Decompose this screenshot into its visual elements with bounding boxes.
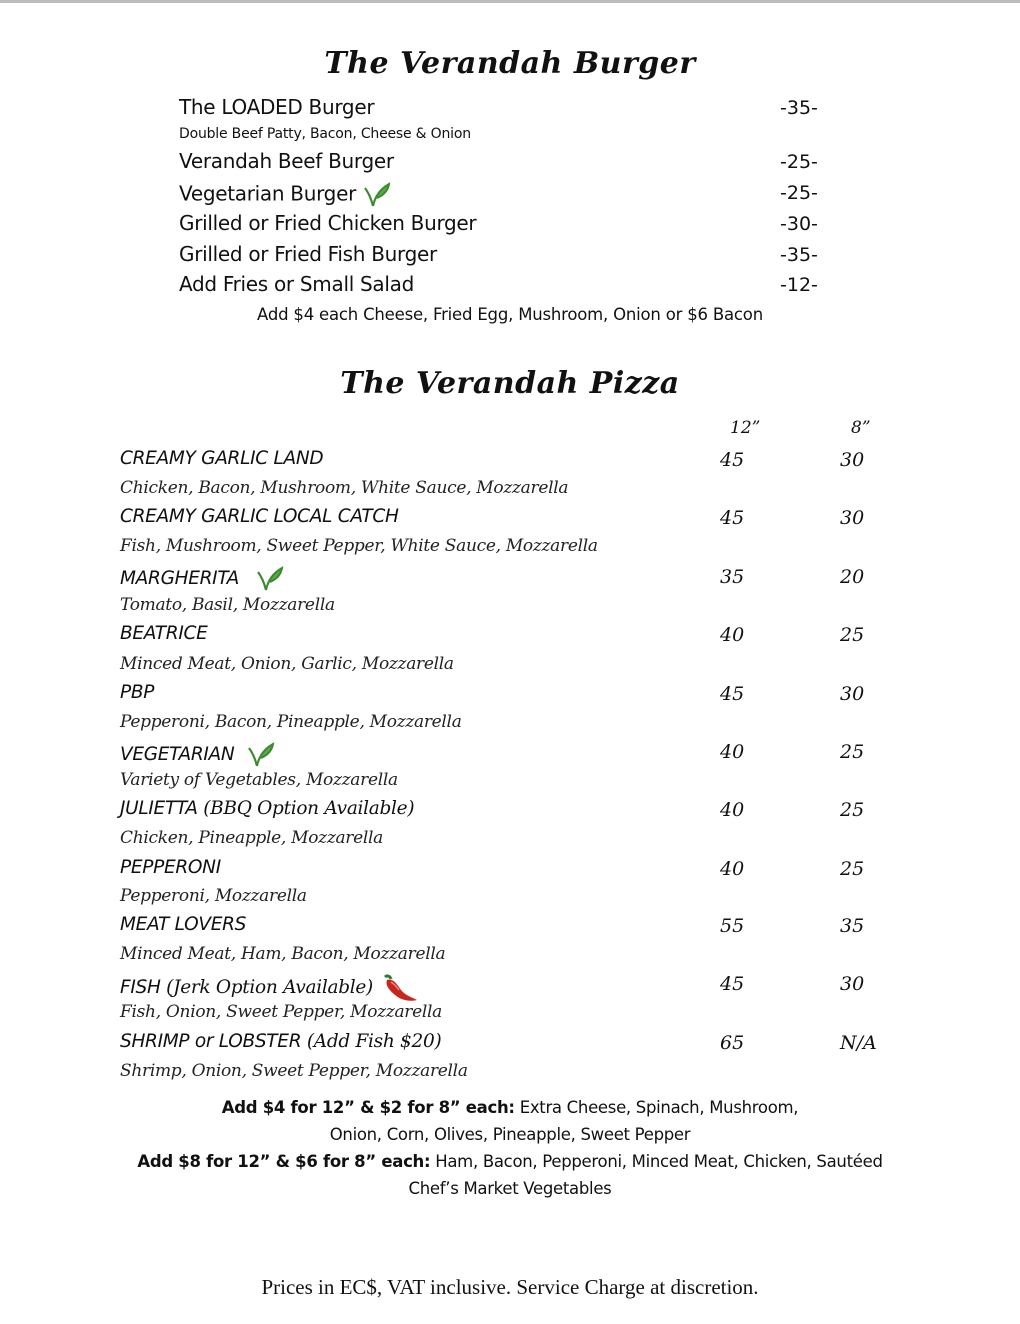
pizza-price-8: 30 <box>840 507 865 529</box>
pizza-price-8: 25 <box>840 624 865 646</box>
pizza-addon-items: Chef’s Market Vegetables <box>408 1179 612 1198</box>
pizza-item-description: Variety of Vegetables, Mozzarella <box>120 770 398 790</box>
burger-item-description: Double Beef Patty, Bacon, Cheese & Onion <box>179 126 471 142</box>
pizza-item-name: PEPPERONI <box>120 857 221 878</box>
pizza-price-12: 40 <box>720 624 745 646</box>
pizza-price-8: 25 <box>840 741 865 763</box>
pizza-item-option: (BBQ Option Available) <box>203 798 415 819</box>
pizza-section-title: The Verandah Pizza <box>340 366 680 401</box>
pizza-price-12: 55 <box>720 915 745 937</box>
pizza-item-description: Pepperoni, Bacon, Pineapple, Mozzarella <box>120 712 462 732</box>
chili-pepper-icon <box>379 972 419 1004</box>
burger-item-name: Grilled or Fried Fish Burger <box>179 242 437 266</box>
pizza-item-description: Fish, Onion, Sweet Pepper, Mozzarella <box>120 1002 442 1022</box>
vegetarian-leaf-icon <box>246 740 276 770</box>
pizza-price-8: 25 <box>840 799 865 821</box>
burger-item-name: The LOADED Burger <box>179 95 375 119</box>
pizza-price-12: 40 <box>720 741 745 763</box>
pizza-price-8: 30 <box>840 973 865 995</box>
pizza-item-description: Chicken, Pineapple, Mozzarella <box>120 828 384 848</box>
pizza-price-8: 25 <box>840 858 865 880</box>
footer-note: Prices in EC$, VAT inclusive. Service Charge at discretion. <box>261 1275 759 1299</box>
pizza-price-12: 45 <box>720 449 745 471</box>
pizza-item-name: CREAMY GARLIC LOCAL CATCH <box>120 506 399 527</box>
pizza-price-8: 20 <box>840 566 865 588</box>
pizza-price-12: 35 <box>720 566 745 588</box>
burger-item-price: -25- <box>780 151 818 173</box>
pizza-price-12: 45 <box>720 973 745 995</box>
pizza-price-8: 30 <box>840 683 865 705</box>
burger-item-label: Vegetarian Burger <box>179 181 356 206</box>
pizza-price-12: 40 <box>720 799 745 821</box>
pizza-item-description: Shrimp, Onion, Sweet Pepper, Mozzarella <box>120 1061 468 1081</box>
pizza-item-label: SHRIMP or LOBSTER <box>120 1031 302 1052</box>
pizza-item-name: CREAMY GARLIC LAND <box>120 448 324 469</box>
pizza-item-label: FISH <box>120 977 161 998</box>
burger-item-price: -25- <box>780 182 818 204</box>
vegetarian-leaf-icon <box>255 564 285 594</box>
pizza-price-8: 35 <box>840 915 865 937</box>
pizza-item-option: (Jerk Option Available) <box>166 977 373 998</box>
burger-section-title: The Verandah Burger <box>324 46 696 81</box>
vegetarian-leaf-icon <box>362 180 392 210</box>
burger-item-name: Grilled or Fried Chicken Burger <box>179 211 477 235</box>
pizza-item-description: Pepperoni, Mozzarella <box>120 886 307 906</box>
pizza-item-name <box>120 798 414 819</box>
pizza-price-12: 40 <box>720 858 745 880</box>
pizza-item-description: Fish, Mushroom, Sweet Pepper, White Sauce, Mozzarella <box>120 536 598 556</box>
burger-item-name: Verandah Beef Burger <box>179 149 394 173</box>
pizza-addon-label: Add $8 for 12” & $6 for 8” each: <box>137 1152 431 1171</box>
pizza-addon-items: Ham, Bacon, Pepperoni, Minced Meat, Chicken, Sautéed <box>435 1152 883 1171</box>
pizza-item-name <box>120 564 285 594</box>
pizza-item-label: VEGETARIAN <box>120 744 235 765</box>
pizza-item-label: MARGHERITA <box>120 568 239 589</box>
burger-item-price: -35- <box>780 97 818 119</box>
burger-item-name <box>179 180 392 210</box>
pizza-addon-line <box>0 1152 1020 1171</box>
pizza-price-12: 45 <box>720 683 745 705</box>
pizza-item-description: Minced Meat, Onion, Garlic, Mozzarella <box>120 654 454 674</box>
pizza-item-name: BEATRICE <box>120 623 208 644</box>
pizza-price-8: N/A <box>840 1032 877 1054</box>
pizza-addon-items: Onion, Corn, Olives, Pineapple, Sweet Pepper <box>329 1125 691 1144</box>
pizza-item-name: PBP <box>120 682 155 703</box>
top-border <box>0 0 1020 3</box>
burger-item-name: Add Fries or Small Salad <box>179 272 414 296</box>
pizza-addon-items: Extra Cheese, Spinach, Mushroom, <box>519 1098 799 1117</box>
pizza-item-name: MEAT LOVERS <box>120 914 247 935</box>
burger-addon-note: Add $4 each Cheese, Fried Egg, Mushroom, Onion or $6 Bacon <box>257 305 763 324</box>
pizza-item-name <box>120 972 419 1004</box>
pizza-item-name <box>120 1031 441 1052</box>
burger-item-price: -12- <box>780 274 818 296</box>
pizza-price-12: 45 <box>720 507 745 529</box>
pizza-item-description: Tomato, Basil, Mozzarella <box>120 595 335 615</box>
pizza-item-description: Minced Meat, Ham, Bacon, Mozzarella <box>120 944 446 964</box>
pizza-item-label: JULIETTA <box>120 798 198 819</box>
pizza-addon-line <box>0 1098 1020 1117</box>
size-header-12: 12” <box>730 418 761 438</box>
burger-item-price: -30- <box>780 213 818 235</box>
pizza-item-name <box>120 740 276 770</box>
pizza-price-12: 65 <box>720 1032 745 1054</box>
size-header-8: 8” <box>851 418 871 438</box>
pizza-item-option: (Add Fish $20) <box>306 1031 442 1052</box>
burger-item-price: -35- <box>780 244 818 266</box>
pizza-item-description: Chicken, Bacon, Mushroom, White Sauce, Mozzarella <box>120 478 569 498</box>
pizza-addon-label: Add $4 for 12” & $2 for 8” each: <box>221 1098 515 1117</box>
pizza-price-8: 30 <box>840 449 865 471</box>
